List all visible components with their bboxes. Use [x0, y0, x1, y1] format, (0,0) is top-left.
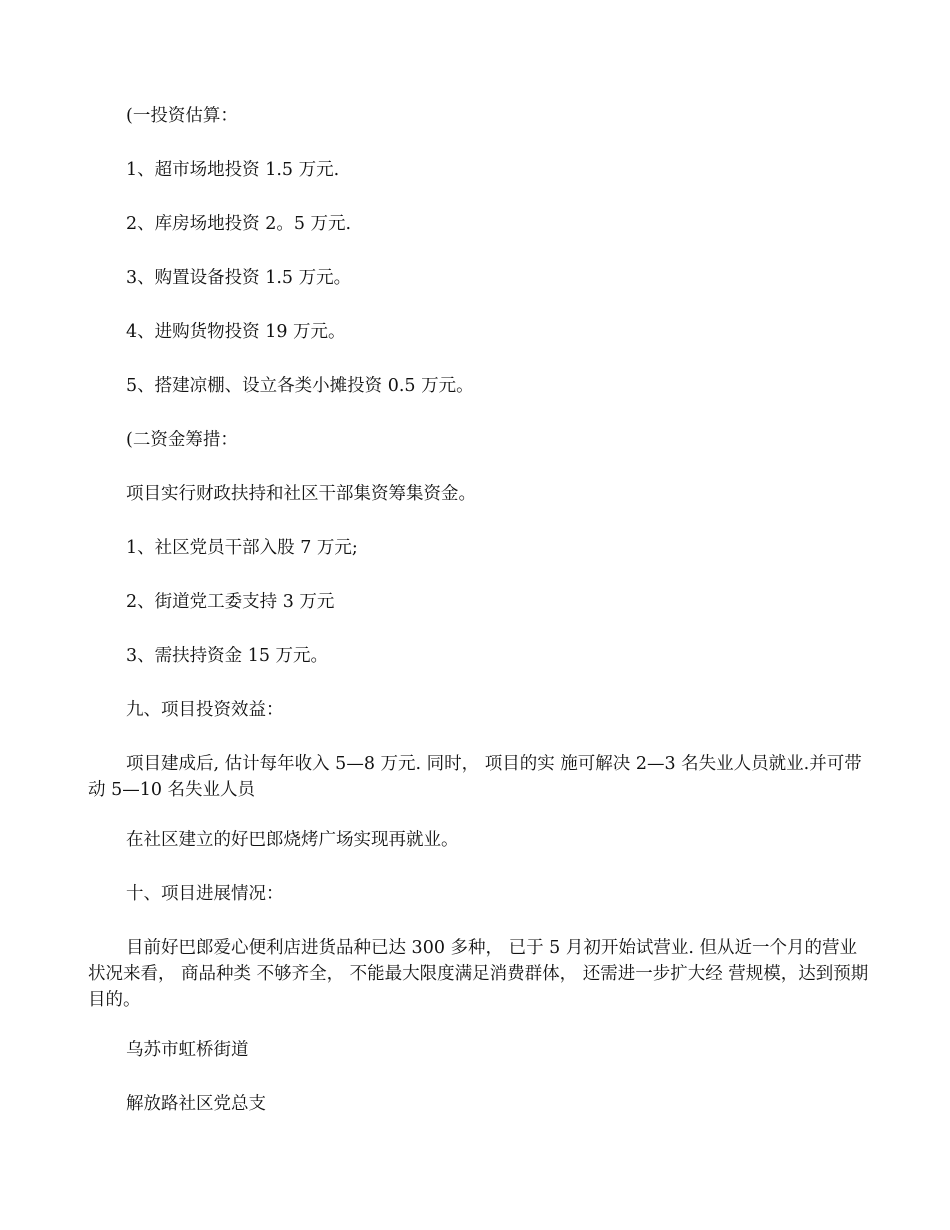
- paragraph: 在社区建立的好巴郎烧烤广场实现再就业。: [126, 830, 459, 850]
- section-heading-fund-raising: (二资金筹措：: [126, 430, 238, 450]
- list-item: 1、超市场地投资 1.5 万元.: [126, 160, 340, 180]
- section-heading-progress: 十、项目进展情况：: [126, 884, 284, 904]
- paragraph: 项目实行财政扶持和社区干部集资筹集资金。: [126, 484, 476, 504]
- list-item: 3、需扶持资金 15 万元。: [126, 646, 329, 666]
- list-item: 2、库房场地投资 2。5 万元.: [126, 214, 352, 234]
- paragraph: 目前好巴郎爱心便利店进货品种已达 300 多种， 已于 5 月初开始试营业. 但从近一个月的营业状况来看， 商品种类 不够齐全， 不能最大限度满足消费群体， 还需进一步扩大经 营规模，达到预期目的。: [88, 938, 869, 1010]
- paragraph: 项目建成后, 估计每年收入 5—8 万元. 同时， 项目的实 施可解决 2—3 名失业人员就业.并可带动 5—10 名失业人员: [88, 754, 862, 800]
- section-heading-investment-estimate: (一投资估算：: [126, 106, 238, 126]
- list-item: 1、社区党员干部入股 7 万元;: [126, 538, 358, 558]
- document-body: [88, 103, 874, 1145]
- signature-branch: 解放路社区党总支: [126, 1094, 266, 1114]
- list-item: 3、购置设备投资 1.5 万元。: [126, 268, 352, 288]
- signature-organization: 乌苏市虹桥街道: [126, 1040, 249, 1060]
- section-heading-investment-benefit: 九、项目投资效益：: [126, 700, 284, 720]
- list-item: 5、搭建凉棚、设立各类小摊投资 0.5 万元。: [126, 376, 474, 396]
- list-item: 2、街道党工委支持 3 万元: [126, 592, 335, 612]
- list-item: 4、进购货物投资 19 万元。: [126, 322, 346, 342]
